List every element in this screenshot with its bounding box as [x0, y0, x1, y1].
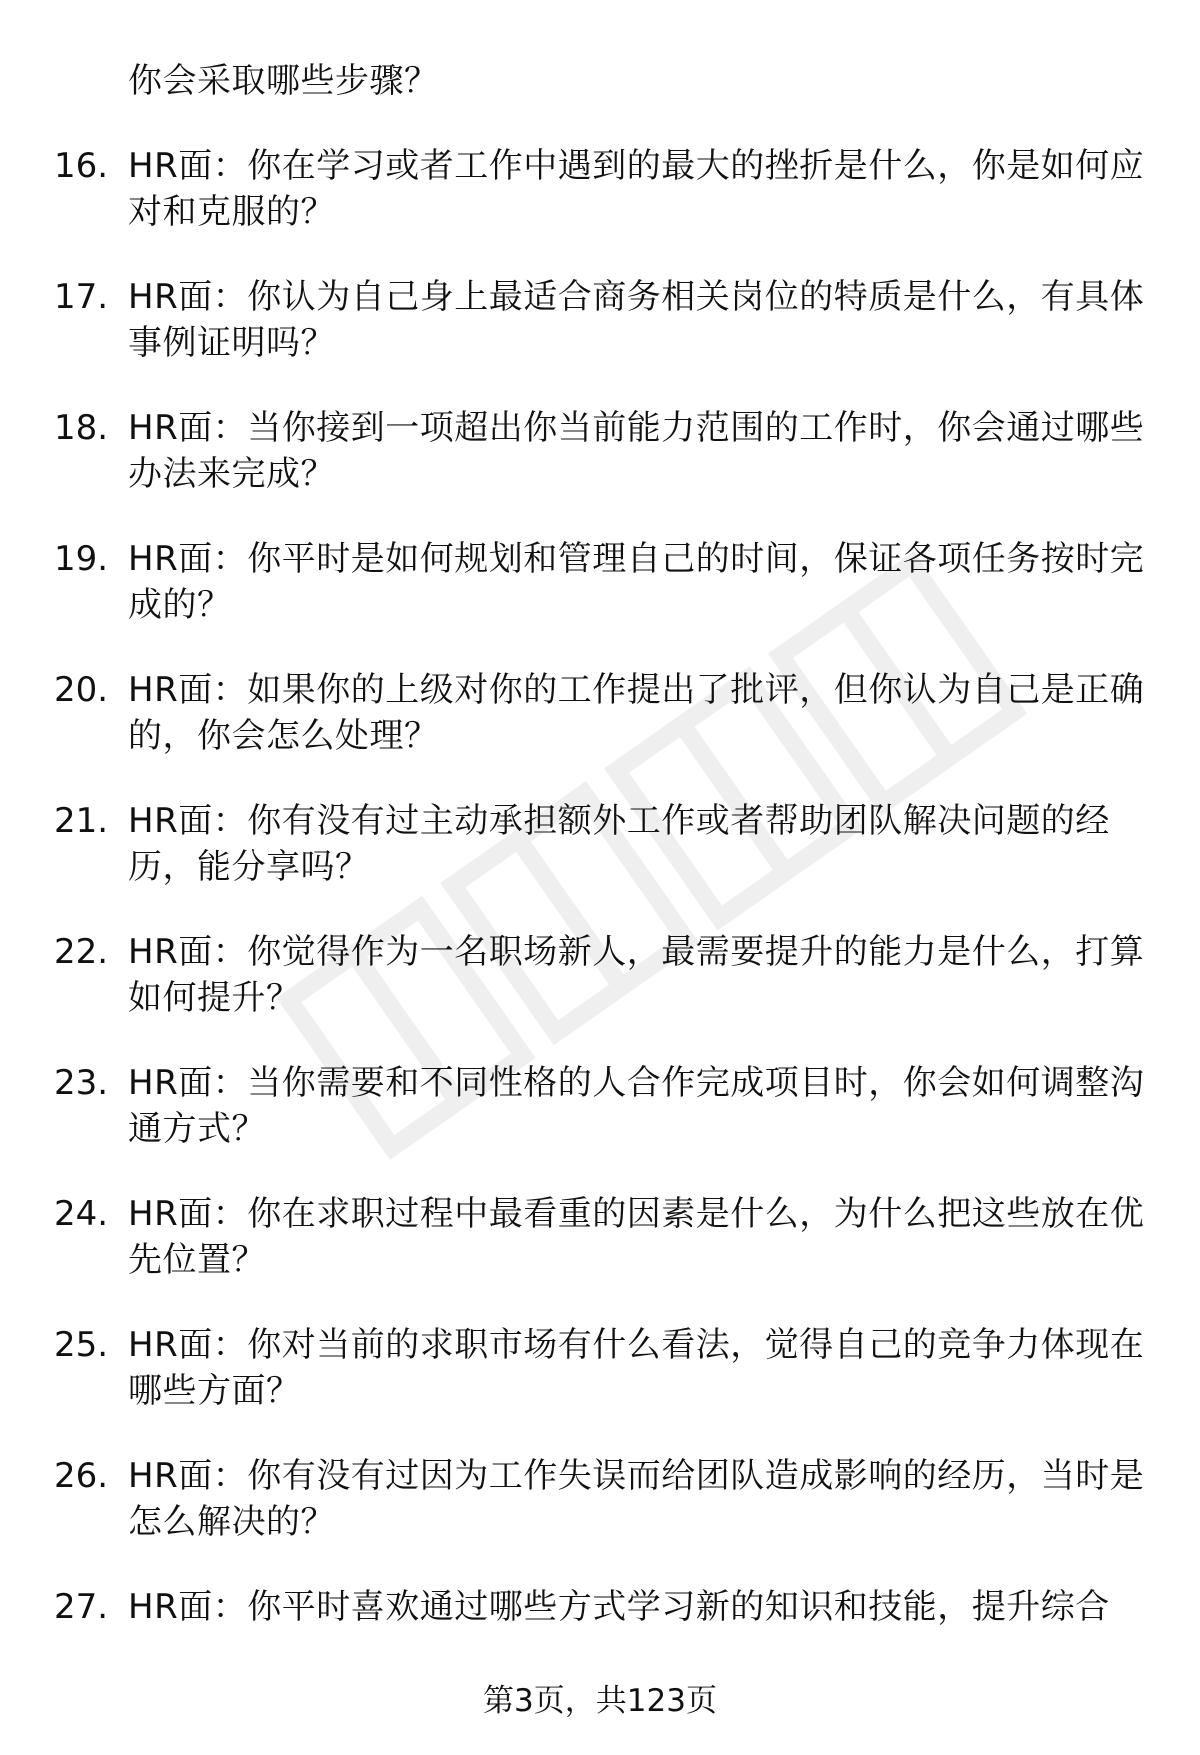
question-text: HR面：你认为自己身上最适合商务相关岗位的特质是什么，有具体事例证明吗？ — [128, 277, 1145, 363]
question-text: HR面：你平时是如何规划和管理自己的时间，保证各项任务按时完成的？ — [128, 539, 1145, 625]
question-number: 23. — [54, 1063, 109, 1103]
question-number: 18. — [54, 408, 109, 448]
question-number: 17. — [54, 277, 109, 317]
question-number: 16. — [54, 146, 109, 186]
list-item — [0, 1191, 1200, 1322]
question-text: HR面：当你需要和不同性格的人合作完成项目时，你会如何调整沟通方式？ — [128, 1063, 1145, 1149]
question-text: HR面：你有没有过因为工作失误而给团队造成影响的经历，当时是怎么解决的？ — [128, 1456, 1145, 1542]
question-text: HR面：你在求职过程中最看重的因素是什么，为什么把这些放在优先位置？ — [128, 1194, 1145, 1280]
question-number: 21. — [54, 801, 109, 841]
list-item — [0, 274, 1200, 405]
question-number: 24. — [54, 1194, 109, 1234]
list-item — [0, 1322, 1200, 1453]
question-number: 26. — [54, 1456, 109, 1496]
question-number: 25. — [54, 1325, 109, 1365]
question-number: 27. — [54, 1587, 109, 1627]
list-item — [0, 143, 1200, 274]
list-item — [0, 1060, 1200, 1191]
question-number: 22. — [54, 932, 109, 972]
continuation-text: 你会采取哪些步骤？ — [128, 61, 439, 101]
question-text: HR面：你平时喜欢通过哪些方式学习新的知识和技能，提升综合 — [128, 1587, 1110, 1627]
list-item — [0, 929, 1200, 1060]
list-item — [0, 798, 1200, 929]
question-text: HR面：你有没有过主动承担额外工作或者帮助团队解决问题的经历，能分享吗？ — [128, 801, 1110, 887]
list-item — [0, 536, 1200, 667]
question-text: HR面：如果你的上级对你的工作提出了批评，但你认为自己是正确的，你会怎么处理？ — [128, 670, 1145, 756]
question-text: HR面：当你接到一项超出你当前能力范围的工作时，你会通过哪些办法来完成？ — [128, 408, 1145, 494]
list-item — [0, 667, 1200, 798]
question-number: 20. — [54, 670, 109, 710]
page-footer: 第3页，共123页 — [483, 1683, 717, 1719]
question-number: 19. — [54, 539, 109, 579]
question-text: HR面：你觉得作为一名职场新人，最需要提升的能力是什么，打算如何提升？ — [128, 932, 1145, 1018]
list-item — [0, 1453, 1200, 1584]
question-text: HR面：你在学习或者工作中遇到的最大的挫折是什么，你是如何应对和克服的？ — [128, 146, 1145, 232]
question-text: HR面：你对当前的求职市场有什么看法，觉得自己的竞争力体现在哪些方面？ — [128, 1325, 1145, 1411]
list-item — [0, 405, 1200, 536]
question-list — [0, 143, 1200, 1715]
